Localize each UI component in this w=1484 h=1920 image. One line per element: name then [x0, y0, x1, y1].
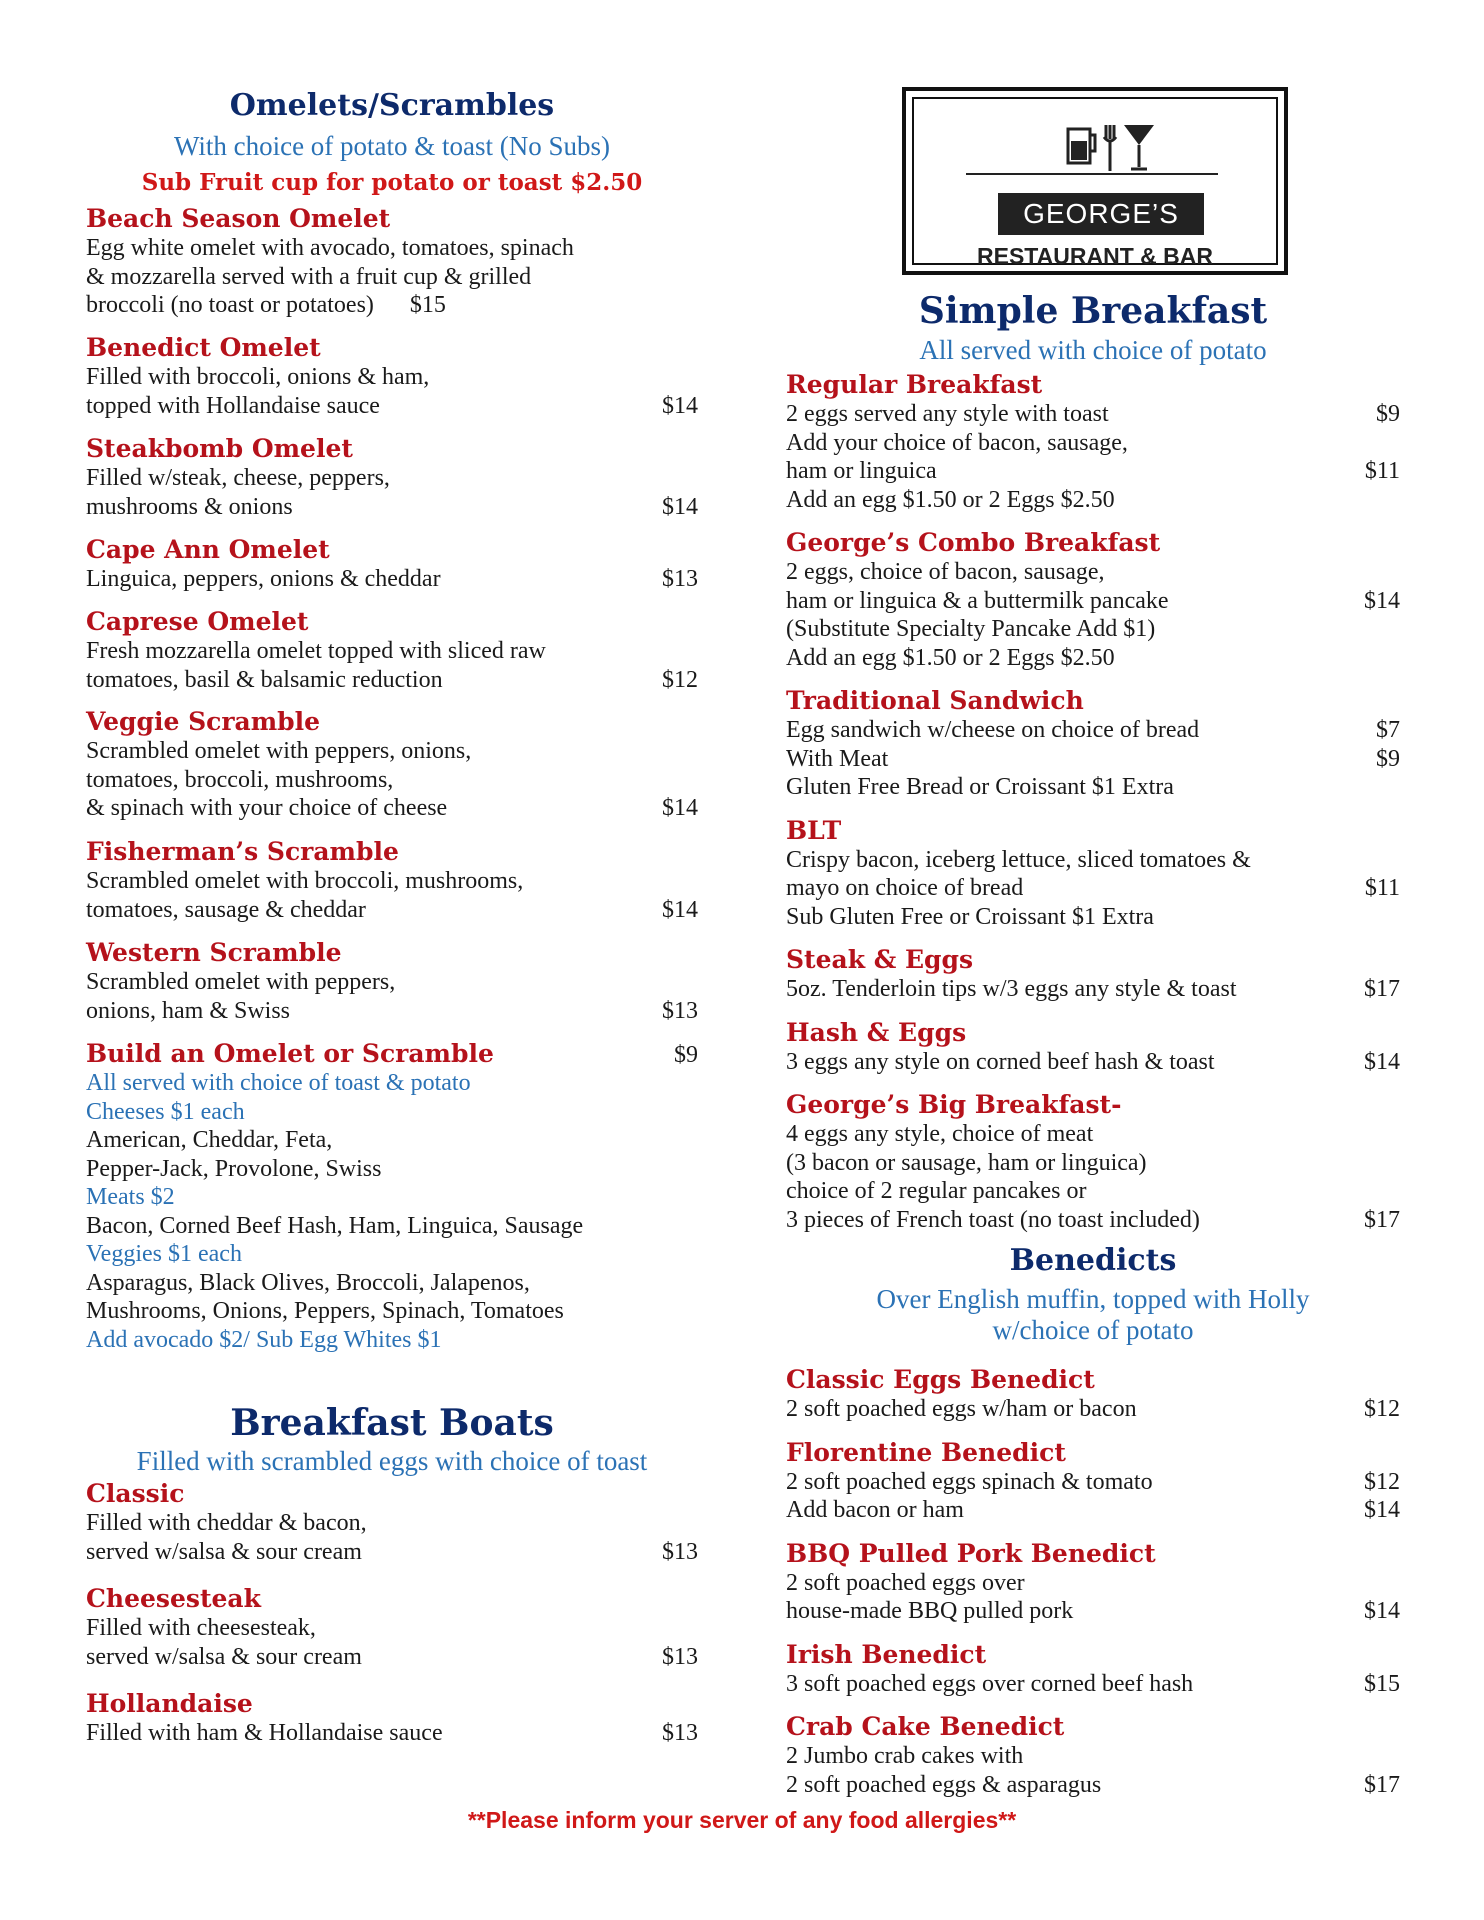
cheeses-label: Cheeses $1 each	[86, 1098, 245, 1125]
item-desc: Scrambled omelet with broccoli, mushrooms,	[86, 868, 524, 894]
item-name: Hollandaise	[86, 1689, 253, 1718]
item-row	[786, 615, 1400, 644]
item-name: Florentine Benedict	[786, 1437, 1066, 1467]
item-price: $17	[1364, 1206, 1400, 1233]
item-name: Steakbomb Omelet	[86, 434, 353, 463]
item-row	[786, 1468, 1400, 1497]
item-desc: Scrambled omelet with peppers, onions,	[86, 738, 472, 764]
menu-item	[786, 1539, 1400, 1626]
item-row	[786, 1742, 1400, 1771]
item-name: BBQ Pulled Pork Benedict	[786, 1538, 1156, 1568]
item-name: BLT	[786, 815, 842, 845]
item-name: Traditional Sandwich	[786, 686, 1084, 715]
menu-item	[86, 1689, 698, 1748]
logo-tagline: RESTAURANT & BAR	[977, 243, 1213, 269]
item-price: $14	[1364, 587, 1400, 614]
item-desc: ham or linguica & a buttermilk pancake	[786, 587, 1169, 614]
item-desc: Scrambled omelet with peppers,	[86, 969, 396, 995]
menu-item	[86, 204, 698, 320]
build-omelet	[86, 1039, 698, 1354]
item-name: Irish Benedict	[786, 1639, 987, 1669]
item-desc: tomatoes, sausage & cheddar	[86, 896, 366, 923]
item-price: $15	[1364, 1670, 1400, 1697]
item-row	[786, 1771, 1400, 1800]
item-desc: Add an egg $1.50 or 2 Eggs $2.50	[786, 644, 1115, 671]
item-desc: Fresh mozzarella omelet topped with sliced raw	[86, 638, 546, 664]
item-name: Western Scramble	[86, 938, 342, 967]
item-desc: onions, ham & Swiss	[86, 997, 291, 1024]
menu-item	[786, 1090, 1400, 1234]
item-price: $13	[662, 1643, 698, 1670]
menu-item	[86, 837, 698, 924]
item-desc: served w/salsa & sour cream	[86, 1538, 362, 1565]
item-desc: 3 eggs any style on corned beef hash & toast	[786, 1048, 1215, 1075]
item-name: Cheesesteak	[86, 1584, 261, 1613]
item-desc: Filled with ham & Hollandaise sauce	[86, 1720, 443, 1746]
item-desc: 3 pieces of French toast (no toast included)	[786, 1206, 1200, 1233]
item-price: $13	[662, 1538, 698, 1565]
menu-item	[786, 1365, 1400, 1424]
item-name: Classic	[86, 1479, 185, 1508]
item-price: $11	[1364, 458, 1400, 484]
item-row	[786, 587, 1400, 616]
menu-item	[786, 528, 1400, 672]
item-price: $11	[1364, 875, 1400, 901]
item-desc: 2 soft poached eggs w/ham or bacon	[786, 1396, 1137, 1422]
item-price: $14	[662, 896, 698, 923]
item-row	[786, 975, 1400, 1004]
item-row	[786, 457, 1400, 486]
item-price: $14	[662, 493, 698, 520]
item-row	[86, 1538, 698, 1567]
item-row	[786, 429, 1400, 458]
item-desc: Linguica, peppers, onions & cheddar	[86, 566, 441, 592]
menu-item	[786, 1018, 1400, 1077]
item-row	[786, 1670, 1400, 1699]
item-desc: Filled with cheesesteak,	[86, 1615, 316, 1641]
item-price: $14	[662, 392, 698, 419]
item-desc: ham or linguica	[786, 458, 937, 484]
menu-item	[86, 607, 698, 694]
item-desc: topped with Hollandaise sauce	[86, 392, 380, 419]
item-price: $17	[1364, 1771, 1400, 1798]
item-price: $14	[662, 795, 698, 821]
item-name: Beach Season Omelet	[86, 204, 391, 233]
menu-item	[786, 1438, 1400, 1525]
item-desc: Egg sandwich w/cheese on choice of bread	[786, 717, 1200, 743]
item-price: $7	[1376, 717, 1400, 743]
item-desc: (3 bacon or sausage, ham or linguica)	[786, 1149, 1147, 1176]
meats-list: Bacon, Corned Beef Hash, Ham, Linguica, Sausage	[86, 1212, 584, 1239]
item-row	[786, 1149, 1400, 1178]
item-row	[86, 666, 698, 695]
item-row	[786, 846, 1400, 875]
menu-item	[786, 686, 1400, 802]
item-desc: Gluten Free Bread or Croissant $1 Extra	[786, 774, 1174, 800]
item-row	[786, 558, 1400, 587]
item-desc: tomatoes, broccoli, mushrooms,	[86, 766, 394, 793]
item-row	[86, 493, 698, 522]
item-row	[86, 1719, 698, 1748]
item-row	[86, 1643, 698, 1672]
item-price: $12	[1364, 1468, 1400, 1495]
item-name: Caprese Omelet	[86, 607, 309, 636]
item-desc: 2 soft poached eggs over	[786, 1569, 1025, 1596]
item-price: $9	[674, 1041, 698, 1068]
item-desc: 5oz. Tenderloin tips w/3 eggs any style & toast	[786, 976, 1237, 1002]
cheeses-list: Pepper-Jack, Provolone, Swiss	[86, 1155, 382, 1182]
item-desc: Add an egg $1.50 or 2 Eggs $2.50	[786, 486, 1115, 513]
logo-divider	[966, 173, 1218, 175]
item-desc: 3 soft poached eggs over corned beef hash	[786, 1670, 1194, 1697]
boats-subtitle: Filled with scrambled eggs with choice of toast	[136, 1446, 648, 1476]
menu-item	[86, 707, 698, 823]
boats-title: Breakfast Boats	[230, 1402, 554, 1444]
menu-item	[786, 370, 1400, 514]
item-name: Build an Omelet or Scramble	[86, 1039, 494, 1068]
item-name: Crab Cake Benedict	[786, 1712, 1065, 1741]
item-desc: mushrooms & onions	[86, 493, 293, 520]
item-row	[786, 745, 1400, 774]
item-row	[786, 1569, 1400, 1598]
menu-item	[86, 938, 698, 1025]
item-desc: & spinach with your choice of cheese	[86, 795, 448, 821]
veggies-label: Veggies $1 each	[86, 1241, 242, 1267]
item-desc: 2 Jumbo crab cakes with	[786, 1743, 1024, 1769]
item-price: $14	[1364, 1598, 1400, 1624]
item-name: Cape Ann Omelet	[86, 535, 330, 564]
menu-item	[786, 816, 1400, 932]
item-row	[86, 997, 698, 1026]
cheeses-list: American, Cheddar, Feta,	[86, 1127, 333, 1153]
menu-item	[86, 535, 698, 594]
restaurant-logo	[902, 87, 1288, 275]
item-name: Benedict Omelet	[86, 333, 321, 362]
item-price: $9	[1376, 745, 1400, 772]
omelets-subtitle: With choice of potato & toast (No Subs)	[173, 131, 611, 161]
menu-item	[86, 1584, 698, 1671]
benedicts-subtitle: Over English muffin, topped with Holly	[876, 1284, 1310, 1314]
omelets-note: Sub Fruit cup for potato or toast $2.50	[141, 169, 643, 196]
menu-item	[786, 945, 1400, 1004]
item-desc: (Substitute Specialty Pancake Add $1)	[786, 616, 1156, 642]
item-row	[86, 1039, 698, 1069]
menu-item	[86, 434, 698, 521]
simple-subtitle: All served with choice of potato	[919, 335, 1267, 365]
item-desc: 2 soft poached eggs & asparagus	[786, 1771, 1102, 1798]
item-row	[86, 565, 698, 594]
item-name: Hash & Eggs	[786, 1017, 967, 1047]
omelets-title: Omelets/Scrambles	[229, 88, 555, 123]
veggies-list: Mushrooms, Onions, Peppers, Spinach, Tomatoes	[86, 1298, 564, 1324]
glasses-fork-icon	[1064, 117, 1164, 175]
item-row	[786, 400, 1400, 429]
item-desc: Filled with cheddar & bacon,	[86, 1510, 367, 1536]
benedicts-subtitle: w/choice of potato	[992, 1315, 1194, 1345]
item-price: $9	[1376, 401, 1400, 427]
build-extras: Add avocado $2/ Sub Egg Whites $1	[86, 1326, 442, 1353]
item-desc: & mozzarella served with a fruit cup & grilled	[86, 263, 532, 290]
build-served: All served with choice of toast & potato	[86, 1070, 471, 1096]
item-desc: 2 eggs, choice of bacon, sausage,	[786, 559, 1105, 585]
simple-title: Simple Breakfast	[918, 290, 1268, 332]
item-desc: house-made BBQ pulled pork	[786, 1598, 1074, 1624]
item-row	[786, 1048, 1400, 1077]
item-price: $14	[1364, 1048, 1400, 1075]
item-desc: 2 eggs served any style with toast	[786, 401, 1109, 427]
item-row	[86, 794, 698, 823]
item-desc: tomatoes, basil & balsamic reduction	[86, 666, 443, 693]
menu-item	[786, 1712, 1400, 1799]
item-row	[86, 392, 698, 421]
item-name: Regular Breakfast	[786, 370, 1043, 399]
item-desc: served w/salsa & sour cream	[86, 1643, 362, 1670]
item-desc: choice of 2 regular pancakes or	[786, 1178, 1087, 1204]
item-desc: Sub Gluten Free or Croissant $1 Extra	[786, 903, 1154, 930]
item-desc: Crispy bacon, iceberg lettuce, sliced tomatoes &	[786, 846, 1251, 873]
item-row	[786, 874, 1400, 903]
item-desc: With Meat	[786, 745, 889, 772]
item-price: $17	[1364, 976, 1400, 1002]
item-desc: mayo on choice of bread	[786, 875, 1024, 901]
meats-label: Meats $2	[86, 1184, 175, 1210]
item-price: $13	[662, 1720, 698, 1746]
item-row	[786, 773, 1400, 802]
item-row	[786, 1395, 1400, 1424]
item-row	[786, 486, 1400, 515]
item-name: George’s Combo Breakfast	[786, 528, 1161, 557]
item-desc: Filled w/steak, cheese, peppers,	[86, 465, 390, 491]
item-desc: Add your choice of bacon, sausage,	[786, 429, 1128, 456]
item-price: $13	[662, 997, 698, 1024]
item-desc: Filled with broccoli, onions & ham,	[86, 364, 430, 390]
item-row	[786, 644, 1400, 673]
item-desc: broccoli (no toast or potatoes) $15	[86, 292, 446, 318]
item-row	[786, 1177, 1400, 1206]
item-name: Veggie Scramble	[86, 707, 321, 736]
item-price: $13	[662, 566, 698, 592]
item-price: $12	[1364, 1396, 1400, 1422]
menu-item	[786, 1640, 1400, 1699]
item-row	[786, 1206, 1400, 1235]
allergy-footer: **Please inform your server of any food allergies**	[467, 1807, 1017, 1833]
logo-name: GEORGE’S	[998, 193, 1204, 235]
menu-item	[86, 333, 698, 420]
logo-frame	[912, 97, 1278, 269]
menu-item	[86, 1479, 698, 1566]
item-desc: 2 soft poached eggs spinach & tomato	[786, 1468, 1153, 1495]
item-name: George’s Big Breakfast-	[786, 1090, 1122, 1119]
veggies-list: Asparagus, Black Olives, Broccoli, Jalapenos,	[86, 1269, 530, 1296]
item-desc: Egg white omelet with avocado, tomatoes, spinach	[86, 235, 574, 261]
item-desc: Add bacon or ham	[786, 1497, 964, 1523]
item-row	[786, 1120, 1400, 1149]
item-name: Fisherman’s Scramble	[86, 837, 399, 866]
item-price: $12	[662, 666, 698, 693]
item-name: Classic Eggs Benedict	[786, 1365, 1095, 1394]
item-row	[786, 903, 1400, 932]
benedicts-title: Benedicts	[1009, 1243, 1177, 1278]
item-desc: 4 eggs any style, choice of meat	[786, 1121, 1094, 1147]
item-name: Steak & Eggs	[786, 945, 974, 974]
item-row	[86, 896, 698, 925]
item-row	[786, 1597, 1400, 1626]
item-row	[786, 1496, 1400, 1525]
item-row	[786, 716, 1400, 745]
item-price: $14	[1364, 1497, 1400, 1523]
